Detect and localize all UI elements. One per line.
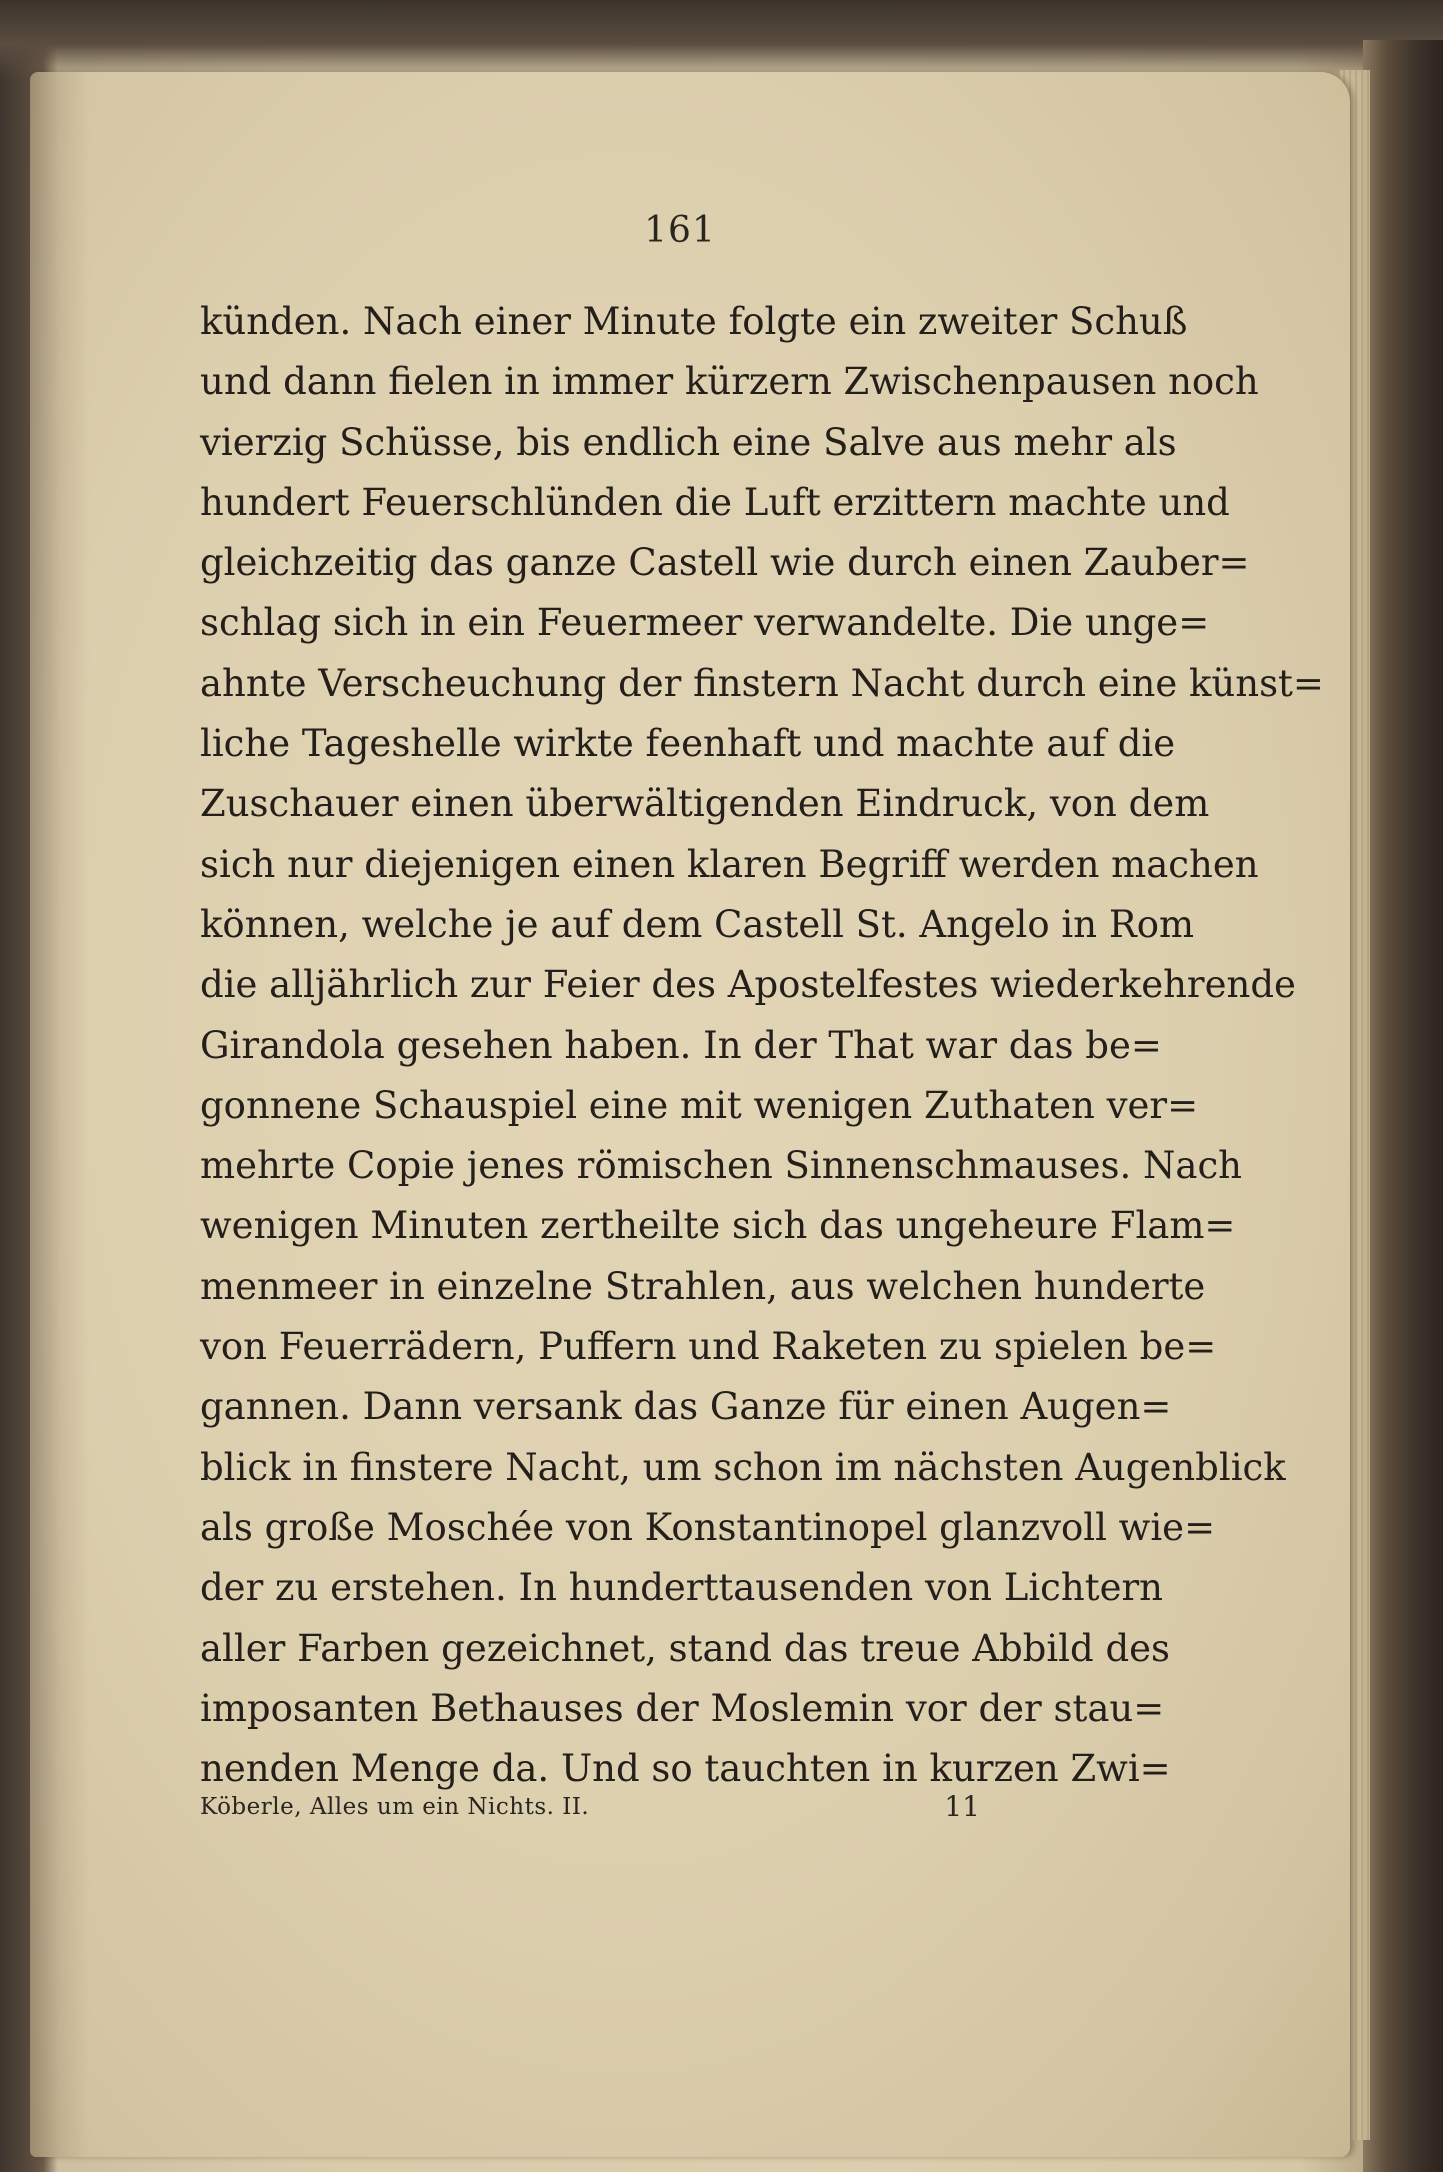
text-line: als große Moschée von Konstantinopel glanzvoll wie= <box>200 1505 1216 1549</box>
text-line: Girandola gesehen haben. In der That war das be= <box>200 1023 1162 1067</box>
text-line: blick in finstere Nacht, um schon im nächsten Augenblick <box>200 1445 1286 1489</box>
text-line: aller Farben gezeichnet, stand das treue Abbild des <box>200 1626 1171 1670</box>
book-cover-top-edge <box>0 0 1443 80</box>
text-line: von Feuerrädern, Puffern und Raketen zu spielen be= <box>200 1325 1217 1369</box>
text-line: mehrte Copie jenes römischen Sinnenschmauses. Nach <box>200 1144 1242 1188</box>
text-line: können, welche je auf dem Castell St. Angelo in Rom <box>200 902 1195 946</box>
text-line: schlag sich in ein Feuermeer verwandelte. Die unge= <box>200 601 1210 645</box>
text-line: gannen. Dann versank das Ganze für einen Augen= <box>200 1385 1172 1429</box>
footer-signature: Köberle, Alles um ein Nichts. II. <box>200 1794 590 1820</box>
page-footer <box>200 1790 980 1834</box>
text-line: und dann fielen in immer kürzern Zwischenpausen noch <box>200 360 1259 404</box>
footer-sheet-number: 11 <box>944 1790 980 1823</box>
book-cover-right-edge <box>1363 40 1443 2172</box>
text-line: liche Tageshelle wirkte feenhaft und machte auf die <box>200 722 1176 766</box>
text-line: menmeer in einzelne Strahlen, aus welchen hunderte <box>200 1264 1206 1308</box>
text-line: hundert Feuerschlünden die Luft erzittern machte und <box>200 480 1230 524</box>
text-line: der zu erstehen. In hunderttausenden von Lichtern <box>200 1566 1164 1610</box>
text-line: gleichzeitig das ganze Castell wie durch einen Zauber= <box>200 541 1250 585</box>
text-line: Zuschauer einen überwältigenden Eindruck, von dem <box>200 782 1210 826</box>
text-line: wenigen Minuten zertheilte sich das ungeheure Flam= <box>200 1204 1236 1248</box>
text-line: sich nur diejenigen einen klaren Begriff werden machen <box>200 842 1259 886</box>
text-line: ahnte Verscheuchung der finstern Nacht durch eine künst= <box>200 661 1324 705</box>
text-line: gonnene Schauspiel eine mit wenigen Zuthaten ver= <box>200 1083 1199 1127</box>
text-line: die alljährlich zur Feier des Apostelfestes wiederkehrende <box>200 963 1296 1007</box>
body-text <box>200 292 1324 1799</box>
page-binding-shadow <box>30 72 90 2157</box>
text-line: vierzig Schüsse, bis endlich eine Salve aus mehr als <box>200 420 1177 464</box>
text-line: nenden Menge da. Und so tauchten in kurzen Zwi= <box>200 1747 1171 1791</box>
text-line: imposanten Bethauses der Moslemin vor der stau= <box>200 1686 1165 1730</box>
page-number: 161 <box>644 210 716 251</box>
text-line: künden. Nach einer Minute folgte ein zweiter Schuß <box>200 300 1188 343</box>
